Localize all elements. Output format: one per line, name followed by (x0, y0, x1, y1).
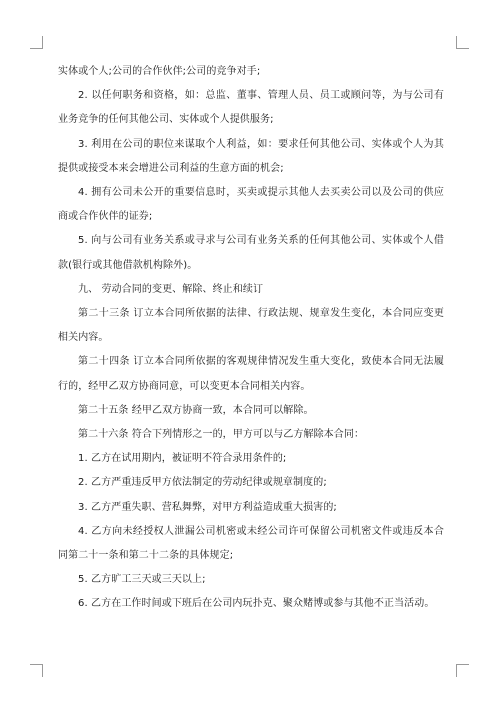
list-item: 4. 乙方向未经授权人泄漏公司机密或未经公司许可保留公司机密文件或违反本合同第二十一条和第二十二条的具体规定; (58, 525, 444, 562)
paragraph: 第二十六条 符合下列情形之一的，甲方可以与乙方解除本合同： (78, 429, 365, 441)
crop-mark-bottom-right (456, 664, 469, 677)
paragraph: 5. 向与公司有业务关系或寻求与公司有业务关系的任何其他公司、实体或个人借款(银行或其他借款机构除外)。 (58, 235, 444, 271)
list-item: 1. 乙方在试用期内，被证明不符合录用条件的; (78, 453, 287, 465)
list-item: 2. 乙方严重违反甲方依法制定的劳动纪律或规章制度的; (78, 477, 327, 489)
list-item: 5. 乙方旷工三天或三天以上; (78, 574, 206, 586)
list-item: 3. 乙方严重失职、营私舞弊，对甲方利益造成重大损害的; (78, 501, 337, 513)
paragraph: 第二十五条 经甲乙双方协商一致，本合同可以解除。 (78, 404, 314, 416)
document-body (58, 60, 444, 617)
paragraph: 第二十四条 订立本合同所依据的客观规律情况发生重大变化，致使本合同无法履行的，经甲乙双方协商同意，可以变更本合同相关内容。 (58, 356, 444, 392)
crop-mark-top-left (30, 36, 43, 49)
paragraph: 实体或个人;公司的合作伙伴;公司的竞争对手; (58, 66, 261, 77)
paragraph: 3. 利用在公司的职位来谋取个人利益，如：要求任何其他公司、实体或个人为其提供或接受本来会增进公司利益的生意方面的机会; (58, 138, 444, 174)
paragraph: 2. 以任何职务和资格，如：总监、董事、管理人员、员工或顾问等，为与公司有业务竞争的任何其他公司、实体或个人提供服务; (58, 90, 444, 126)
paragraph: 第二十三条 订立本合同所依据的法律、行政法规、规章发生变化，本合同应变更相关内容。 (58, 308, 444, 344)
paragraph: 4. 拥有公司未公开的重要信息时，买卖或提示其他人去买卖公司以及公司的供应商或合作伙伴的证券; (58, 187, 444, 223)
section-heading: 九、 劳动合同的变更、解除、终止和续订 (78, 283, 264, 295)
list-item: 6. 乙方在工作时间或下班后在公司内玩扑克、聚众赌博或参与其他不正当活动。 (78, 598, 435, 610)
crop-mark-bottom-left (30, 664, 43, 677)
crop-mark-top-right (456, 36, 469, 49)
